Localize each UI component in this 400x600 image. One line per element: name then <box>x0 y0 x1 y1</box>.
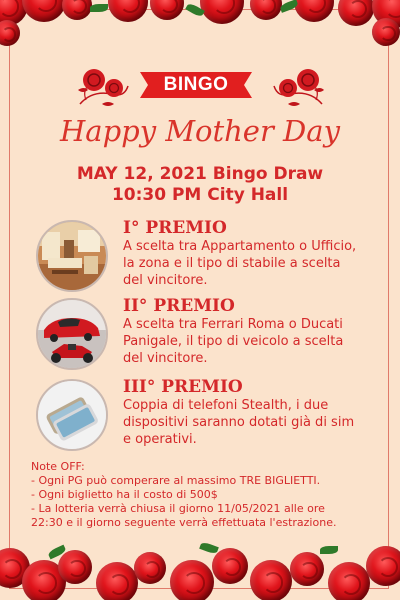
bingo-banner <box>140 72 252 98</box>
prize-2-title: II° PREMIO <box>123 296 235 316</box>
prize-1-title: I° PREMIO <box>123 218 227 238</box>
note-item: - Ogni biglietto ha il costo di 500$ <box>31 488 218 501</box>
prize-1 <box>36 218 366 294</box>
prize-2-description: A scelta tra Ferrari Roma o Ducati Panigale, il tipo di veicolo a scelta del vincitore. <box>123 317 344 366</box>
bingo-label: BINGO <box>163 74 229 95</box>
prize-3-description: Coppia di telefoni Stealth, i due dispositivi saranno dotati già di sim e operativi. <box>123 398 355 447</box>
apartment-image <box>36 220 108 292</box>
rose-ornament-left <box>72 60 132 114</box>
prize-1-description: A scelta tra Appartamento o Ufficio, la zona e il tipo di stabile a scelta del vincitore. <box>123 239 357 288</box>
rose-border-bottom <box>0 538 400 600</box>
note-item: - La lotteria verrà chiusa il giorno 11/05/2021 alle ore 22:30 e il giorno seguente verrà effettuata l'estrazione. <box>31 502 337 529</box>
rose-border-top <box>0 0 400 48</box>
notes-section <box>31 460 381 530</box>
smartphones-image <box>36 379 108 451</box>
note-item: - Ogni PG può comperare al massimo TRE BIGLIETTI. <box>31 474 321 487</box>
event-date: MAY 12, 2021 Bingo Draw <box>76 164 324 184</box>
event-time-location: 10:30 PM City Hall <box>111 185 289 205</box>
rose-ornament-right <box>270 60 330 114</box>
prize-3 <box>36 377 366 453</box>
notes-heading: Note OFF: <box>31 460 85 473</box>
prize-2 <box>36 296 366 372</box>
prize-3-title: III° PREMIO <box>123 377 243 397</box>
car-and-motorcycle-image <box>36 298 108 370</box>
poster-title: Happy Mother Day <box>60 114 340 148</box>
